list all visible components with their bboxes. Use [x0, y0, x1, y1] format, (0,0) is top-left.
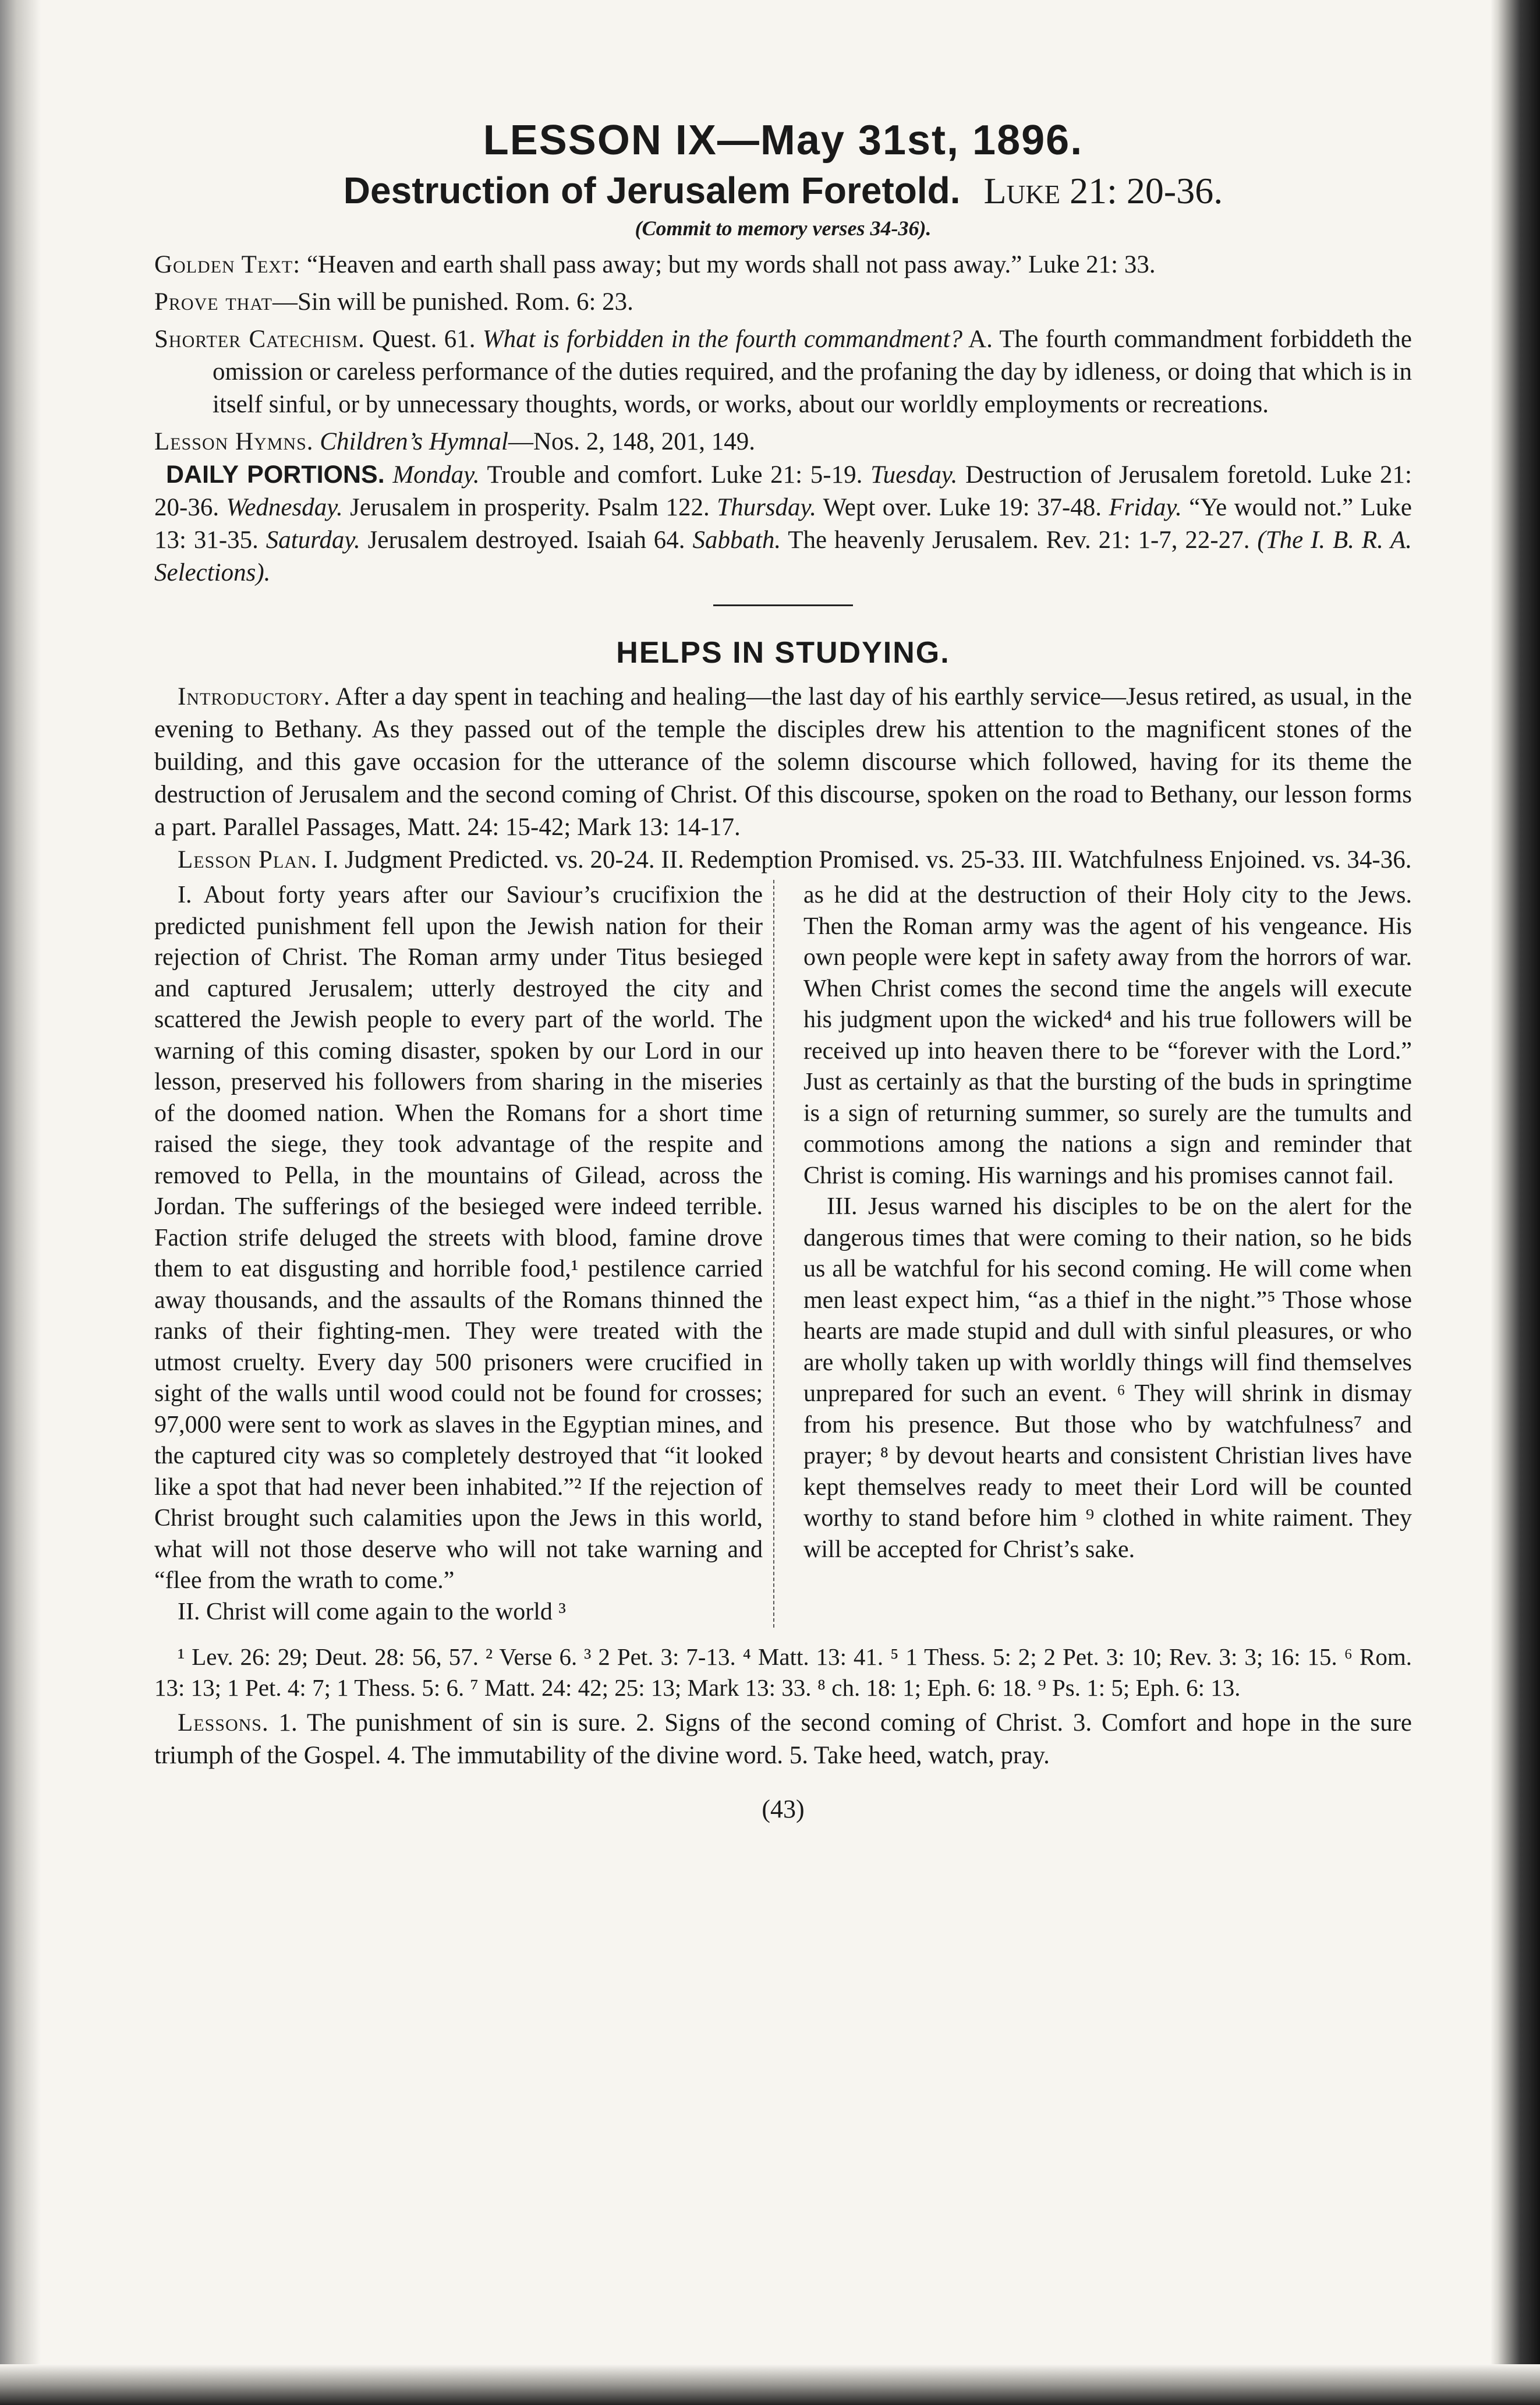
daily-portion-text: “Ye would not.” Luke 13: 31-35.	[154, 494, 1412, 554]
section-divider	[713, 604, 853, 606]
daily-portion-text: Destruction of Jerusalem foretold. Luke 21: 20-36.	[154, 461, 1412, 521]
daily-portion-day: Friday.	[1109, 494, 1182, 521]
daily-portion-text: Trouble and comfort. Luke 21: 5-19.	[479, 461, 871, 489]
golden-text-label: Golden Text:	[154, 251, 301, 278]
daily-portion-text: Jerusalem in prosperity. Psalm 122.	[342, 494, 717, 521]
lessons-label: Lessons.	[178, 1709, 269, 1736]
hymns-label: Lesson Hymns.	[154, 428, 314, 455]
section-three-paragraph: III. Jesus warned his disciples to be on the alert for the dangerous times that were coming to their nation, so he bids us all be watchful for his second coming. He will come when men least expect him, “as a thief in the night.”⁵ Those whose hearts are made stupid and dull with sinful pleasures, or who are wholly taken up with worldly things will find themselves unprepared for such an event. ⁶ They will shrink in dismay from his presence. But those who by watchfulness⁷ and prayer; ⁸ by devout hearts and consistent Christian lives have kept themselves ready to meet their Lord will be counted worthy to stand before him ⁹ clothed in white raiment. They will be accepted for Christ’s sake.	[803, 1193, 1412, 1563]
daily-portion-day: Saturday.	[265, 526, 360, 554]
catechism-label: Shorter Catechism.	[154, 326, 365, 353]
lesson-plan-text: I. Judgment Predicted. vs. 20-24. II. Redemption Promised. vs. 25-33. III. Watchfulness Enjoined. vs. 34-36.	[317, 846, 1412, 873]
shorter-catechism	[154, 323, 1412, 421]
golden-text	[154, 249, 1412, 281]
prove-that-body: —Sin will be punished. Rom. 6: 23.	[272, 288, 633, 316]
prove-that	[154, 286, 1412, 319]
scripture-reference: Luke 21: 20-36.	[983, 170, 1223, 211]
left-column	[154, 880, 774, 1628]
lesson-subtitle-row	[154, 169, 1412, 213]
lesson-hymns	[154, 426, 1412, 458]
commit-to-memory: (Commit to memory verses 34-36).	[635, 217, 932, 240]
catechism-answer: A. The fourth commandment forbiddeth the omission or careless performance of the duties required, and the profaning the day by idleness, or doing that which is in itself sinful, or by unnecessary thoughts, words, or works, about our worldly employments or recreations.	[213, 326, 1412, 418]
hymns-book: Children’s Hymnal	[320, 428, 508, 455]
daily-portion-day: Thursday.	[717, 494, 817, 521]
daily-portion-day: Wednesday.	[226, 494, 343, 521]
section-two-paragraph: II. Christ will come again to the world ³	[178, 1598, 566, 1625]
scan-shadow-right	[1491, 0, 1540, 2405]
scan-shadow-bottom	[0, 2364, 1540, 2405]
section-two-continued: as he did at the destruction of their Holy city to the Jews. Then the Roman army was the agent of his vengeance. His own people were kept in safety away from the horrors of war. When Christ comes the second time the angels will execute his judgment upon the wicked⁴ and his true followers will be received up into heaven there to be “forever with the Lord.” Just as certainly as that the bursting of the buds in springtime is a sign of returning summer, so surely are the tumults and commotions among the nations a sign and reminder that Christ is coming. His warnings and his promises cannot fail.	[803, 882, 1412, 1189]
two-column-body	[154, 880, 1412, 1628]
daily-portions-label: DAILY PORTIONS.	[166, 461, 385, 489]
golden-text-body: “Heaven and earth shall pass away; but my words shall not pass away.” Luke 21: 33.	[306, 251, 1156, 278]
scan-shadow-left	[0, 0, 41, 2405]
ibra-selections: (The I. B. R. A. Selections).	[154, 526, 1412, 586]
hymns-numbers: —Nos. 2, 148, 201, 149.	[508, 428, 756, 455]
introductory-paragraph	[154, 681, 1412, 844]
daily-portions	[154, 458, 1412, 589]
lesson-plan-label: Lesson Plan.	[178, 846, 318, 873]
daily-portion-text: Jerusalem destroyed. Isaiah 64.	[360, 526, 693, 554]
right-column	[803, 880, 1412, 1628]
daily-portion-day: Tuesday.	[870, 461, 958, 489]
document-page	[154, 116, 1412, 1824]
helps-heading: HELPS IN STUDYING.	[616, 636, 950, 670]
section-one-paragraph: I. About forty years after our Saviour’s crucifixion the predicted punishment fell upon the Jewish nation for their rejection of Christ. The Roman army under Titus besieged and captured Jerusalem; utterly destroyed the city and scattered the Jewish people to every part of the world. The warning of this coming disaster, spoken by our Lord in our lesson, preserved his followers from sharing in the miseries of the doomed nation. When the Romans for a short time raised the siege, they took advantage of the respite and removed to Pella, in the mountains of Gilead, across the Jordan. The sufferings of the besieged were indeed terrible. Faction strife deluged the streets with blood, famine drove them to eat disgusting and horrible food,¹ pestilence carried away thousands, and the assaults of the Romans thinned the ranks of their fighting-men. They were treated with the utmost cruelty. Every day 500 prisoners were crucified in sight of the walls until wood could not be found for crosses; 97,000 were sent to work as slaves in the Egyptian mines, and the captured city was so completely destroyed that “it looked like a spot that had never been inhabited.”² If the rejection of Christ brought such calamities upon the Jews in this world, what will not those deserve who will not take warning and “flee from the wrath to come.”	[154, 882, 763, 1594]
daily-portion-text: The heavenly Jerusalem. Rev. 21: 1-7, 22-27.	[781, 526, 1258, 554]
daily-portion-day: Monday.	[392, 461, 480, 489]
lesson-title: LESSON IX—May 31st, 1896.	[483, 117, 1084, 164]
prove-that-label: Prove that	[154, 288, 272, 316]
footnotes: ¹ Lev. 26: 29; Deut. 28: 56, 57. ² Verse 6. ³ 2 Pet. 3: 7-13. ⁴ Matt. 13: 41. ⁵ 1 Thess. 5: 2; 2 Pet. 3: 10; Rev. 3: 3; 16: 15. ⁶ Rom. 13: 13; 1 Pet. 4: 7; 1 Thess. 5: 6. ⁷ Matt. 24: 42; 25: 13; Mark 13: 33. ⁸ ch. 18: 1; Eph. 6: 18. ⁹ Ps. 1: 5; Eph. 6: 13.	[154, 1643, 1412, 1701]
introductory-text: After a day spent in teaching and healing—the last day of his earthly service—Jesus retired, as usual, in the evening to Bethany. As they passed out of the temple the disciples drew his attention to the magnificent stones of the building, and this gave occasion for the utterance of the solemn discourse which followed, having for its theme the destruction of Jerusalem and the second coming of Christ. Of this discourse, spoken on the road to Bethany, our lesson forms a part. Parallel Passages, Matt. 24: 15-42; Mark 13: 14-17.	[154, 683, 1412, 841]
lessons-text: 1. The punishment of sin is sure. 2. Signs of the second coming of Christ. 3. Comfort and hope in the sure triumph of the Gospel. 4. The immutability of the divine word. 5. Take heed, watch, pray.	[154, 1709, 1412, 1769]
catechism-quest: Quest. 61.	[372, 326, 476, 353]
daily-portion-text: Wept over. Luke 19: 37-48.	[816, 494, 1109, 521]
lessons-summary	[154, 1707, 1412, 1772]
lesson-plan	[154, 844, 1412, 876]
lesson-subtitle: Destruction of Jerusalem Foretold.	[343, 169, 961, 211]
page-number: (43)	[762, 1795, 805, 1823]
catechism-question: What is forbidden in the fourth commandment?	[482, 326, 963, 353]
introductory-label: Introductory.	[178, 683, 331, 710]
daily-portion-day: Sabbath.	[692, 526, 781, 554]
